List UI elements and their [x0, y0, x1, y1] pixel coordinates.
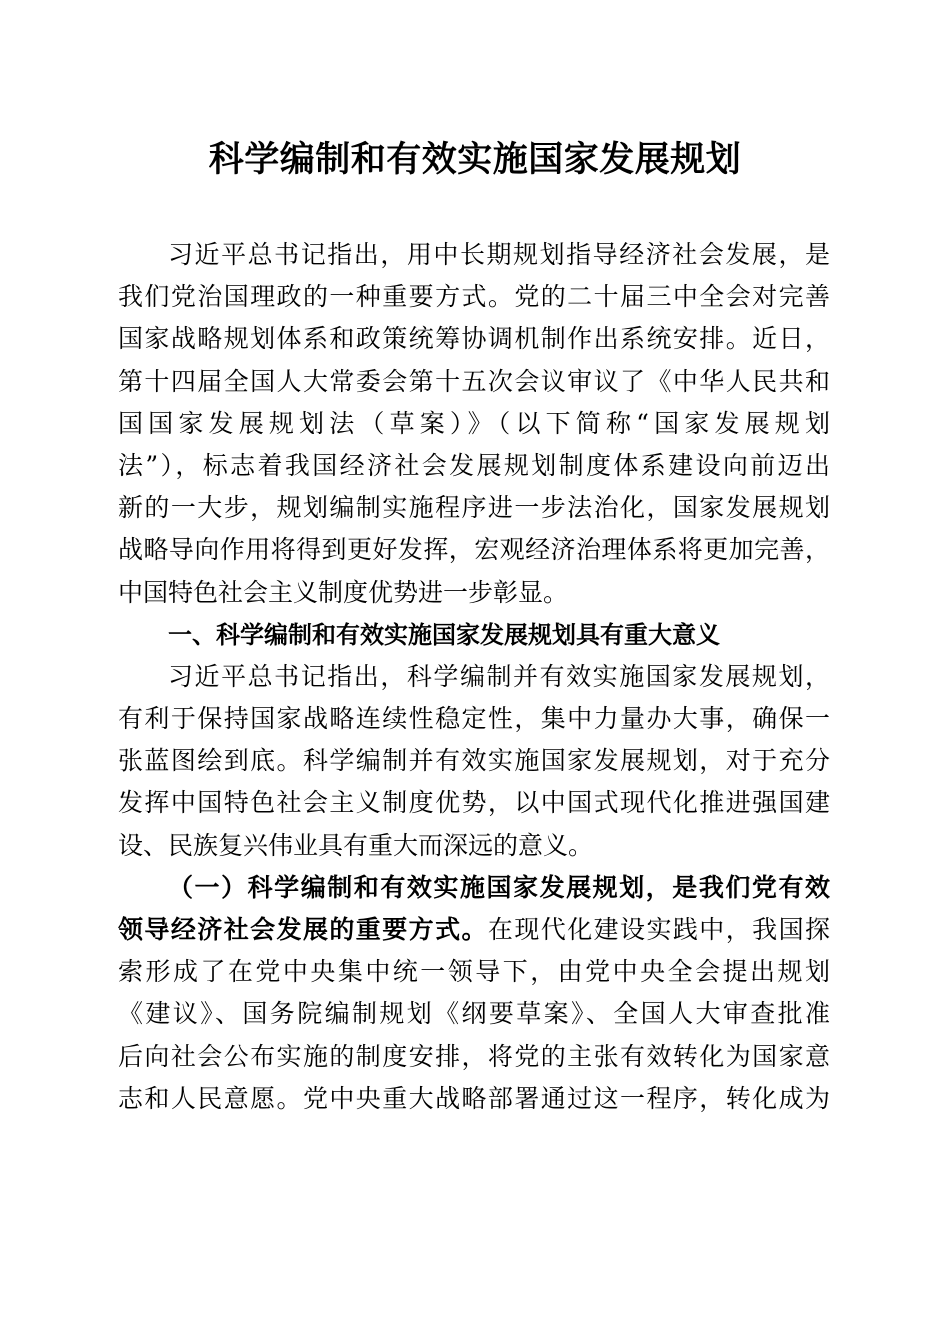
text-line: 索形成了在党中央集中统一领导下，由党中央全会提出规划 — [118, 957, 830, 987]
text-line: 战略导向作用将得到更好发挥，宏观经济治理体系将更加完善， — [118, 535, 830, 565]
section-heading: 一、科学编制和有效实施国家发展规划具有重大意义 — [168, 620, 720, 649]
text-line: 后向社会公布实施的制度安排，将党的主张有效转化为国家意 — [118, 1041, 830, 1071]
subheading-text: 领导经济社会发展的重要方式。 — [118, 915, 488, 944]
text-line: 新的一大步，规划编制实施程序进一步法治化，国家发展规划 — [118, 493, 830, 523]
text-line: 中国特色社会主义制度优势进一步彰显。 — [118, 577, 569, 607]
document-body — [118, 234, 830, 1120]
paragraph-2 — [118, 656, 830, 867]
text-line: 张蓝图绘到底。科学编制并有效实施国家发展规划，对于充分 — [118, 746, 830, 776]
text-line: 志和人民意愿。党中央重大战略部署通过这一程序，转化成为 — [118, 1083, 830, 1113]
text-line-bold: （一）科学编制和有效实施国家发展规划，是我们党有效 — [168, 872, 830, 902]
text-line: 法”），标志着我国经济社会发展规划制度体系建设向前迈出 — [118, 450, 830, 480]
text-line: 发挥中国特色社会主义制度优势，以中国式现代化推进强国建 — [118, 788, 830, 818]
text-line: 国国家发展规划法（草案）》（以下简称“国家发展规划 — [118, 408, 830, 438]
text-line — [118, 909, 830, 951]
paragraph-3 — [118, 867, 830, 1120]
text-line: 习近平总书记指出，科学编制并有效实施国家发展规划， — [168, 661, 830, 691]
body-text: 在现代化建设实践中，我国探 — [487, 915, 830, 944]
text-line: 国家战略规划体系和政策统筹协调机制作出系统安排。近日， — [118, 324, 830, 354]
text-line: 《建议》、国务院编制规划《纲要草案》、全国人大审查批准 — [118, 999, 830, 1029]
text-line: 我们党治国理政的一种重要方式。党的二十届三中全会对完善 — [118, 282, 830, 312]
paragraph-1 — [118, 234, 830, 614]
text-line: 习近平总书记指出，用中长期规划指导经济社会发展，是 — [168, 240, 830, 269]
document-title: 科学编制和有效实施国家发展规划 — [208, 139, 742, 180]
text-line: 设、民族复兴伟业具有重大而深远的意义。 — [118, 830, 594, 860]
text-line: 有利于保持国家战略连续性稳定性，集中力量办大事，确保一 — [118, 704, 830, 734]
text-line: 第十四届全国人大常委会第十五次会议审议了《中华人民共和 — [118, 366, 830, 396]
